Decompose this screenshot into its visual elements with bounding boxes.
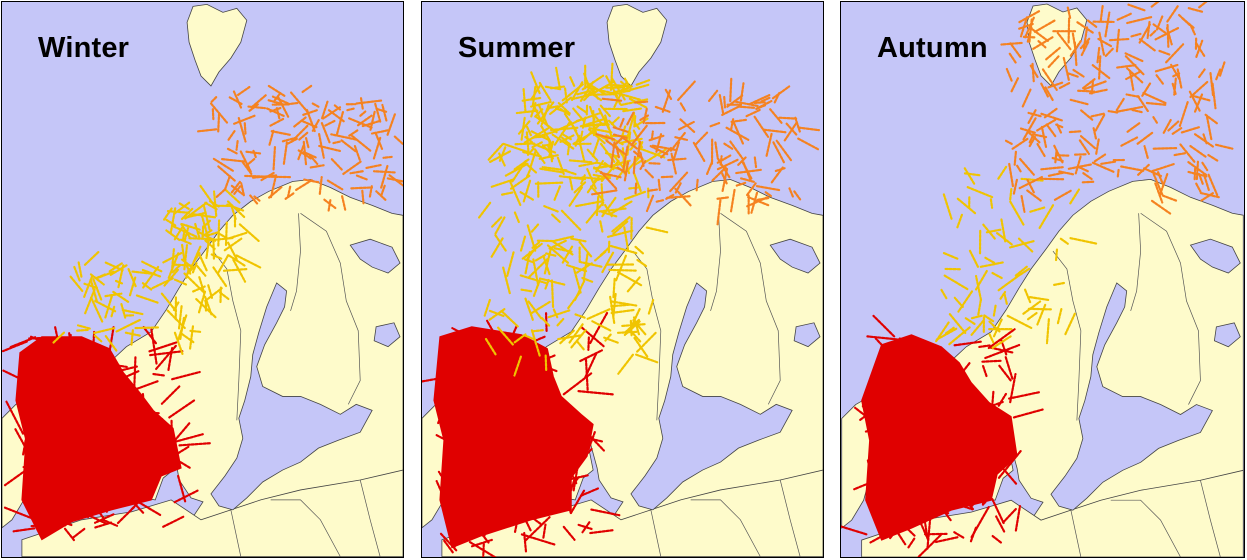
panel-title-winter: Winter bbox=[38, 32, 130, 64]
northern-region-track bbox=[1082, 182, 1093, 183]
southern-region-track bbox=[876, 446, 877, 470]
northern-region-track bbox=[1092, 81, 1093, 93]
northern-region-track bbox=[1015, 152, 1016, 165]
southern-region-track bbox=[69, 333, 70, 344]
northern-region-track bbox=[237, 141, 238, 150]
northern-region-track bbox=[730, 79, 731, 101]
mid-norway-region-track bbox=[515, 143, 534, 144]
southern-region-track bbox=[982, 361, 1000, 362]
mid-norway-region-track bbox=[611, 64, 612, 90]
map-winter bbox=[2, 2, 403, 557]
map-panel-autumn bbox=[840, 1, 1245, 558]
mid-norway-region-track bbox=[628, 187, 640, 188]
northern-region-track bbox=[755, 102, 765, 103]
northern-region-track bbox=[383, 157, 391, 158]
southern-region-track bbox=[31, 470, 42, 471]
northern-region-track bbox=[351, 187, 372, 188]
mid-norway-region-track bbox=[533, 330, 543, 331]
northern-region-track bbox=[635, 102, 647, 103]
southern-region-track bbox=[24, 466, 59, 467]
panel-title-autumn: Autumn bbox=[877, 32, 988, 64]
mid-norway-region-track bbox=[77, 330, 88, 331]
northern-region-track bbox=[245, 123, 246, 134]
southern-region-track bbox=[562, 485, 563, 496]
northern-region-track bbox=[1069, 131, 1080, 132]
northern-region-track bbox=[1033, 64, 1034, 81]
mid-norway-region-track bbox=[602, 184, 603, 205]
southern-region-track bbox=[541, 388, 542, 401]
mid-norway-region-track bbox=[543, 144, 552, 145]
northern-region-track bbox=[755, 158, 756, 168]
mid-norway-region-track bbox=[131, 330, 132, 345]
northern-region-track bbox=[659, 180, 660, 190]
northern-region-track bbox=[1118, 169, 1119, 176]
southern-region-track bbox=[35, 433, 62, 434]
mid-norway-region-track bbox=[1029, 309, 1051, 310]
northern-region-track bbox=[1168, 25, 1169, 47]
mid-norway-region-track bbox=[1056, 250, 1057, 262]
northern-region-track bbox=[1055, 152, 1056, 162]
northern-region-track bbox=[780, 118, 797, 119]
panel-title-summer: Summer bbox=[458, 32, 576, 64]
southern-region-track bbox=[143, 394, 144, 406]
southern-region-track bbox=[134, 357, 135, 391]
mid-norway-region-track bbox=[536, 183, 564, 184]
northern-region-track bbox=[716, 197, 728, 198]
mid-norway-region-track bbox=[135, 327, 158, 328]
northern-region-track bbox=[362, 191, 363, 204]
mid-norway-region-track bbox=[173, 265, 192, 266]
northern-region-track bbox=[634, 157, 635, 173]
southern-region-track bbox=[52, 441, 53, 465]
mid-norway-region-track bbox=[1010, 188, 1011, 199]
map-autumn bbox=[841, 2, 1244, 557]
northern-region-track bbox=[636, 184, 637, 194]
southern-region-track bbox=[511, 430, 512, 456]
southern-region-track bbox=[111, 416, 112, 442]
mid-norway-region-track bbox=[597, 197, 598, 215]
northern-region-track bbox=[668, 159, 685, 160]
northern-region-track bbox=[724, 97, 725, 108]
mid-norway-region-track bbox=[568, 145, 569, 154]
northern-region-track bbox=[740, 107, 756, 108]
southern-region-track bbox=[106, 495, 107, 512]
mid-norway-region-track bbox=[991, 199, 992, 207]
mid-norway-region-track bbox=[613, 279, 614, 297]
northern-region-track bbox=[374, 171, 395, 172]
mid-norway-region-track bbox=[226, 222, 227, 245]
southern-region-track bbox=[153, 374, 164, 375]
northern-region-track bbox=[245, 176, 266, 177]
southern-region-track bbox=[979, 345, 990, 346]
northern-region-track bbox=[652, 132, 653, 140]
map-panel-winter bbox=[1, 1, 404, 558]
map-summer bbox=[422, 2, 823, 557]
mid-norway-region-track bbox=[552, 280, 553, 307]
mid-norway-region-track bbox=[589, 94, 614, 95]
northern-region-track bbox=[218, 115, 219, 132]
mid-norway-region-track bbox=[609, 270, 636, 271]
northern-region-track bbox=[1197, 162, 1198, 179]
northern-region-track bbox=[1099, 56, 1100, 78]
map-panel-summer bbox=[421, 1, 824, 558]
northern-region-track bbox=[697, 179, 698, 190]
northern-region-track bbox=[1154, 148, 1177, 149]
